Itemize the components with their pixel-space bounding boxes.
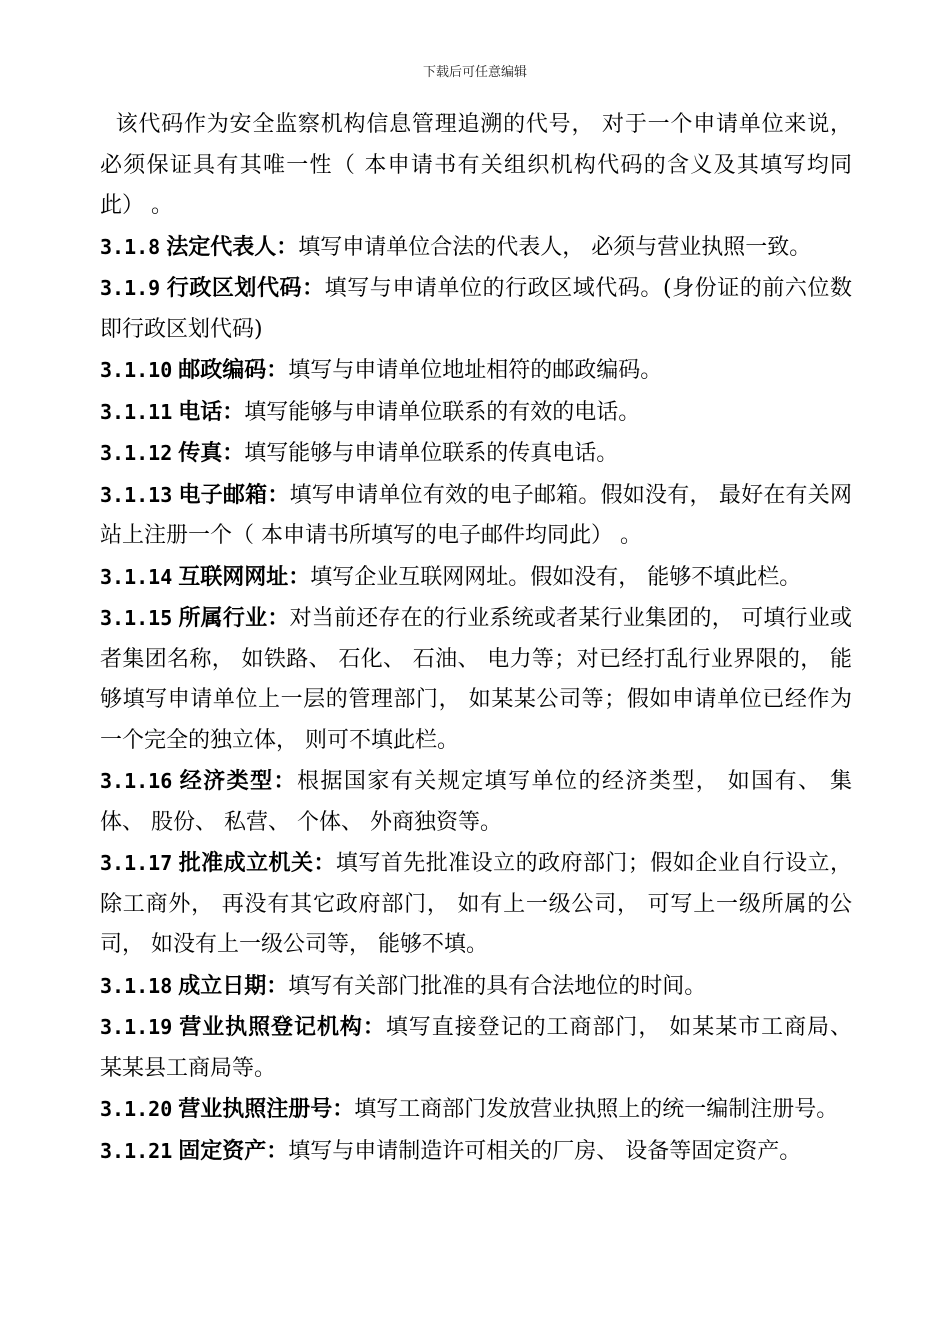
item-body: 填写申请单位合法的代表人， 必须与营业执照一致。 <box>298 234 812 260</box>
item-body: 填写与申请单位地址相符的邮政编码。 <box>288 358 663 383</box>
item-body: 根据国家有关规定填写单位的经济类型， 如国有、 集体、 股份、 私营、 个体、 外商独资等。 <box>100 769 852 835</box>
item-body: 填写能够与申请单位联系的有效的电话。 <box>244 399 641 425</box>
item-number: 3.1.20 <box>100 1097 173 1121</box>
item-body: 填写与申请单位的行政区域代码。(身份证的前六位数即行政区划代码) <box>100 276 852 342</box>
item-body: 填写申请单位有效的电子邮箱。假如没有， 最好在有关网站上注册一个（ 本申请书所填写的电子邮件均同此） 。 <box>100 482 852 548</box>
item-paragraph <box>100 1131 852 1173</box>
item-paragraph <box>100 1089 852 1131</box>
item-body: 填写工商部门发放营业执照上的统一编制注册号。 <box>354 1097 839 1122</box>
item-body: 填写企业互联网网址。假如没有， 能够不填此栏。 <box>310 564 802 590</box>
item-number: 3.1.19 <box>100 1015 173 1039</box>
intro-paragraph: 该代码作为安全监察机构信息管理追溯的代号， 对于一个申请单位来说， 必须保证具有其唯一性（ 本申请书有关组织机构代码的含义及其填写均同此） 。 <box>100 112 859 218</box>
item-term: 所属行业： <box>178 605 290 631</box>
item-number: 3.1.13 <box>100 482 173 507</box>
item-term: 法定代表人： <box>166 233 299 260</box>
item-body: 填写有关部门批准的具有合法地位的时间。 <box>288 973 707 999</box>
item-number: 3.1.16 <box>100 769 173 793</box>
item-term: 成立日期： <box>178 972 289 999</box>
item-paragraph <box>100 475 852 557</box>
item-body: 填写首先批准设立的政府部门；假如企业自行设立， 除工商外， 再没有其它政府部门， 如有上一级公司， 可写上一级所属的公司， 如没有上一级公司等， 能够不填。 <box>100 851 852 957</box>
item-body: 填写能够与申请单位联系的传真电话。 <box>244 441 619 466</box>
item-term: 营业执照注册号： <box>178 1096 355 1122</box>
item-body: 填写直接登记的工商部门， 如某某市工商局、 某某县工商局等。 <box>100 1015 852 1081</box>
item-paragraph <box>100 433 852 475</box>
item-paragraph <box>100 598 852 761</box>
item-term: 行政区划代码： <box>166 275 325 301</box>
document-body <box>100 105 859 1172</box>
item-paragraph <box>100 392 852 434</box>
item-term: 互联网网址： <box>178 563 311 590</box>
item-term: 邮政编码： <box>178 357 289 383</box>
item-number: 3.1.9 <box>100 276 161 300</box>
item-number: 3.1.17 <box>100 851 173 875</box>
item-number: 3.1.11 <box>100 399 173 424</box>
item-term: 传真： <box>178 440 245 466</box>
item-term: 经济类型： <box>178 768 297 794</box>
item-number: 3.1.10 <box>100 358 173 382</box>
item-paragraph <box>100 557 852 599</box>
item-paragraph <box>100 227 852 269</box>
item-term: 电话： <box>178 398 245 425</box>
item-paragraph <box>100 761 852 843</box>
item-term: 电子邮箱： <box>178 481 290 508</box>
item-paragraph <box>100 350 852 392</box>
item-term: 批准成立机关： <box>178 850 336 876</box>
item-term: 营业执照登记机构： <box>178 1014 386 1040</box>
item-paragraph <box>100 268 852 350</box>
item-paragraph <box>100 843 852 966</box>
item-paragraph <box>100 1007 852 1089</box>
item-number: 3.1.21 <box>100 1138 173 1163</box>
item-number: 3.1.14 <box>100 564 173 589</box>
page-header: 下载后可任意编辑 <box>422 65 527 80</box>
item-body: 填写与申请制造许可相关的厂房、 设备等固定资产。 <box>288 1138 802 1164</box>
item-number: 3.1.12 <box>100 441 173 465</box>
item-number: 3.1.18 <box>100 973 173 998</box>
item-paragraph <box>100 966 852 1008</box>
item-number: 3.1.8 <box>100 234 161 259</box>
item-body: 对当前还存在的行业系统或者某行业集团的， 可填行业或者集团名称， 如铁路、 石化、 石油、 电力等；对已经打乱行业界限的， 能够填写申请单位上一层的管理部门， 如某某公司等；假如申请单位已经作为一个完全的独立体， 则可不填此栏。 <box>100 606 852 753</box>
item-term: 固定资产： <box>178 1137 289 1164</box>
item-number: 3.1.15 <box>100 606 173 630</box>
